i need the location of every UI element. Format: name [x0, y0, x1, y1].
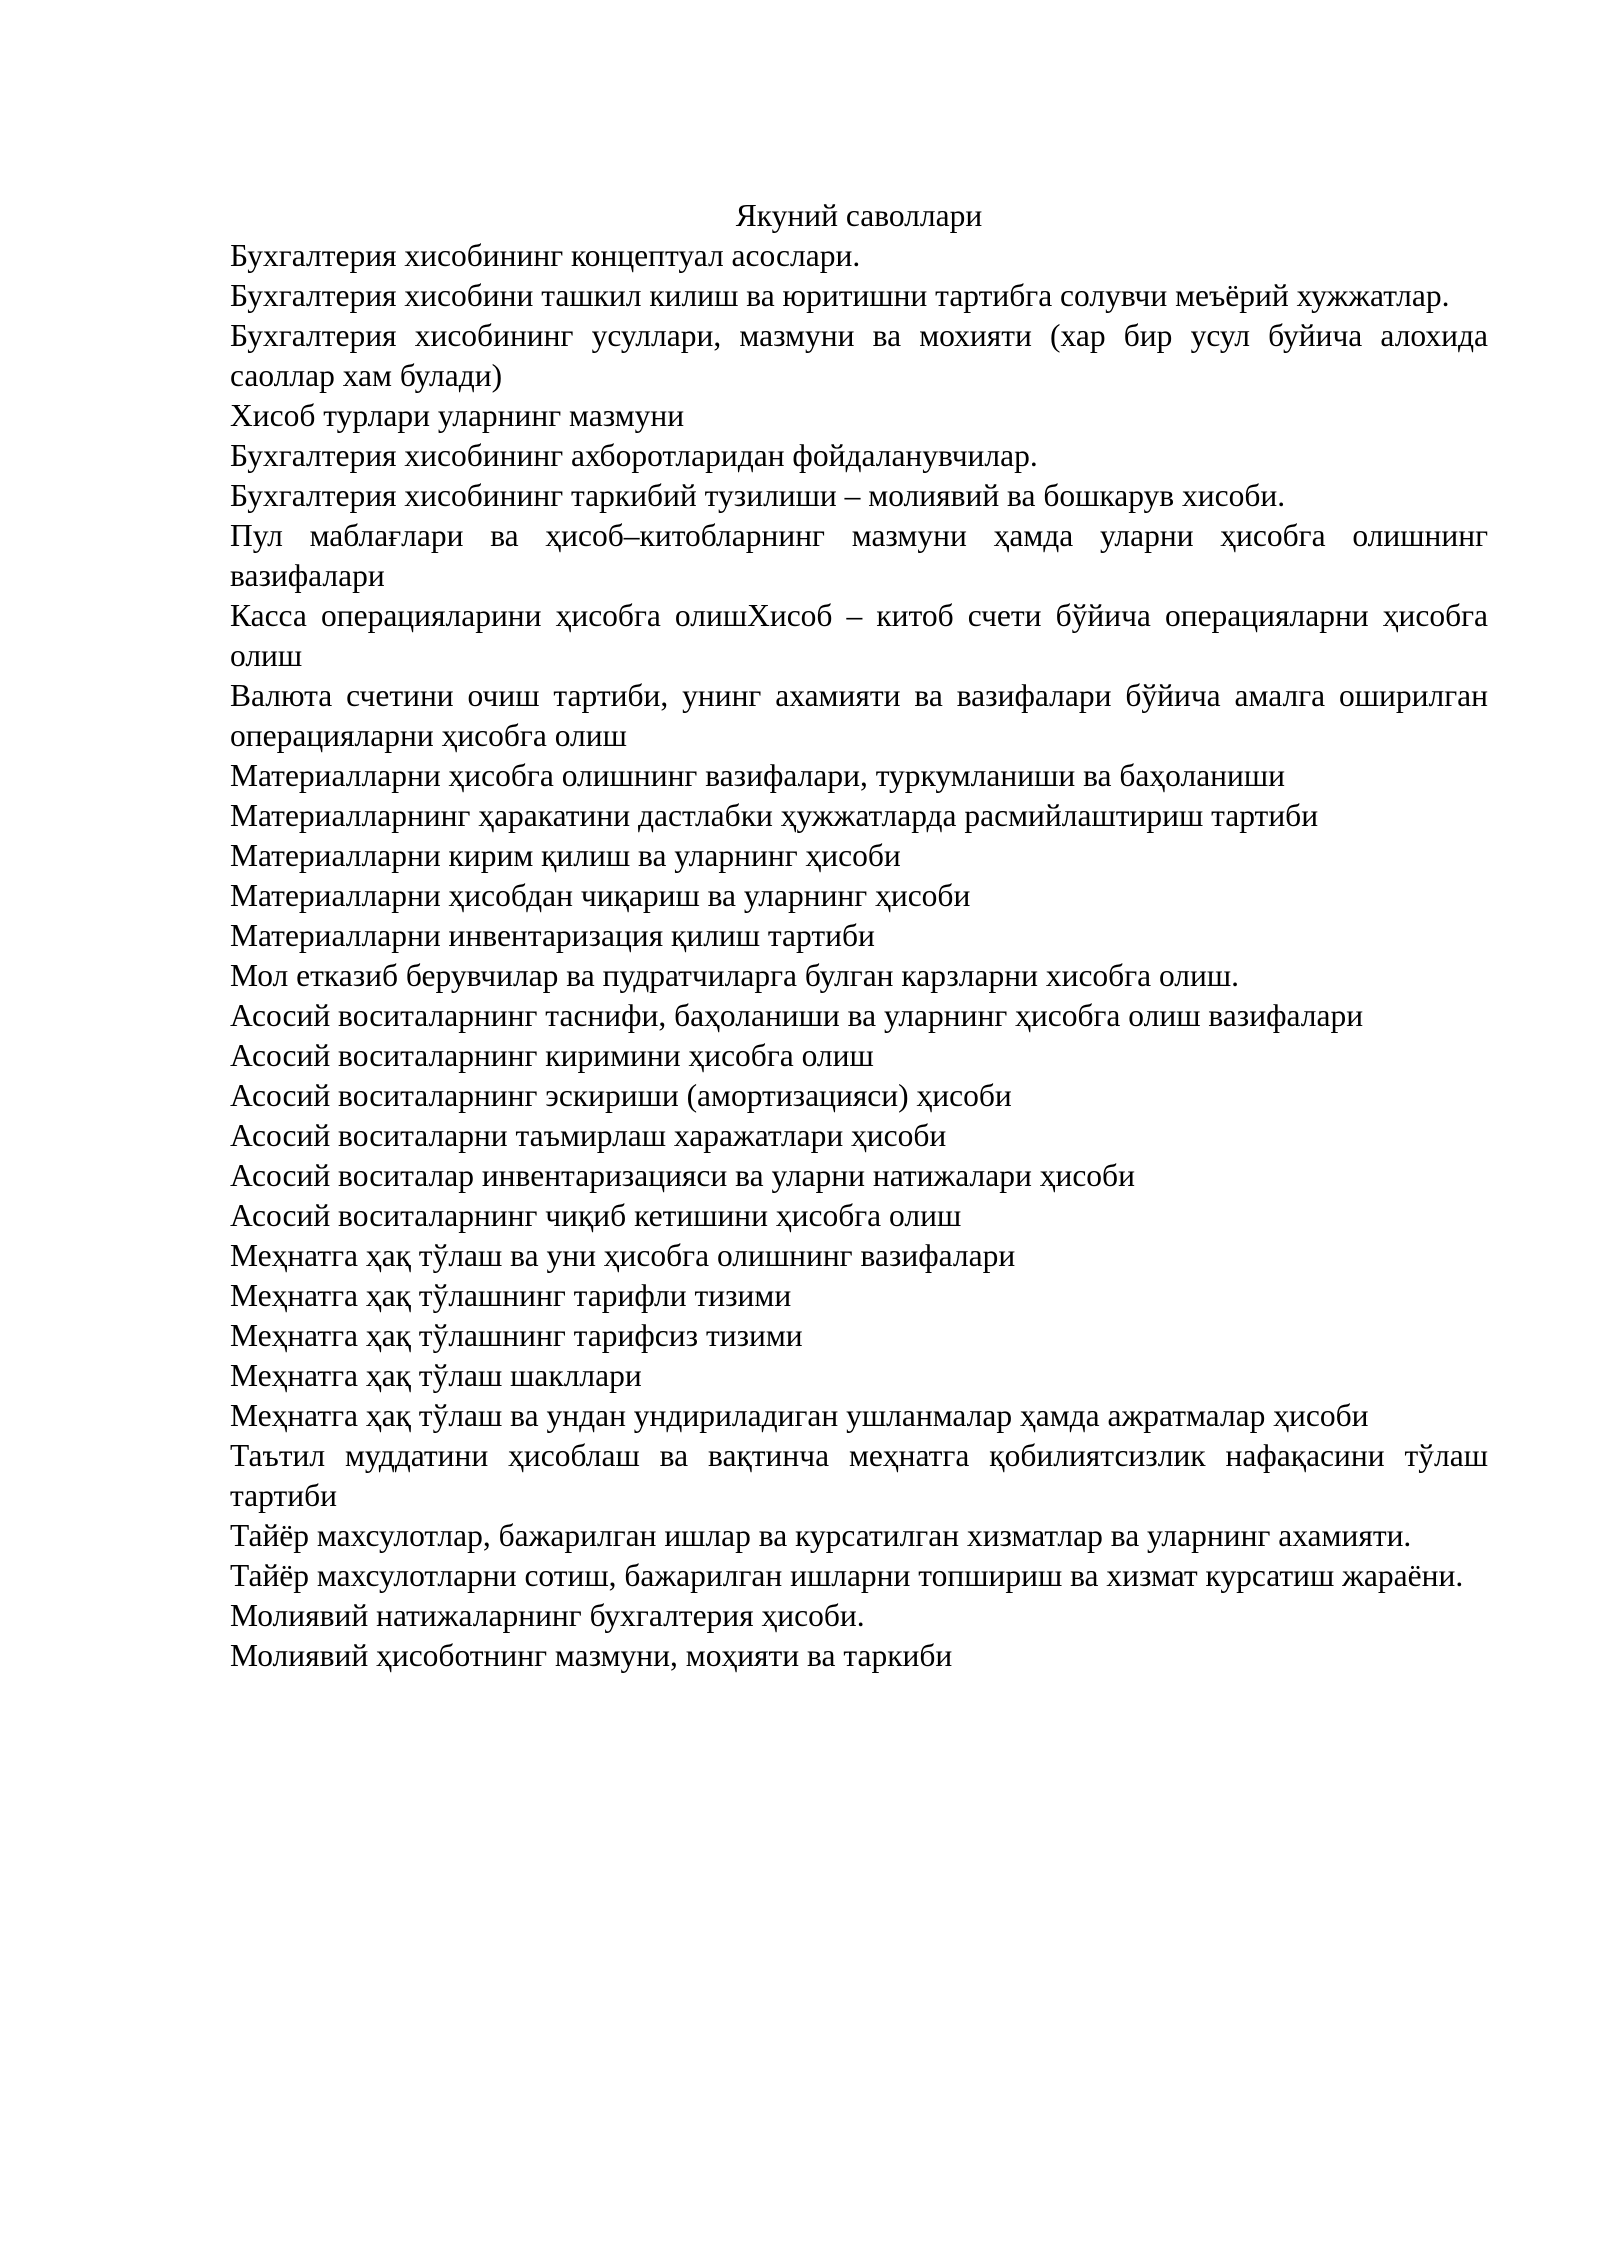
- question-item: Молиявий ҳисоботнинг мазмуни, моҳияти ва таркиби: [230, 1638, 953, 1673]
- question-item: Меҳнатга ҳақ тўлашнинг тарифли тизими: [230, 1278, 792, 1313]
- question-item: Асосий воситаларнинг таснифи, баҳоланиши ва уларнинг ҳисобга олиш вазифалари: [230, 998, 1364, 1033]
- page-title: Якуний саволлари: [735, 198, 983, 233]
- question-item: Асосий воситаларни таъмирлаш харажатлари ҳисоби: [230, 1118, 947, 1153]
- question-item: Асосий воситаларнинг чиқиб кетишини ҳисобга олиш: [230, 1198, 962, 1233]
- question-item: Асосий воситаларнинг киримини ҳисобга олиш: [230, 1038, 874, 1073]
- question-item: Тайёр махсулотлар, бажарилган ишлар ва курсатилган хизматлар ва уларнинг ахамияти.: [230, 1518, 1412, 1553]
- question-item: Бухгалтерия хисобининг усуллари, мазмуни ва мохияти (хар бир усул буйича алохида саоллар хам булади): [230, 318, 1488, 393]
- question-item: Бухгалтерия хисобининг ахборотларидан фойдаланувчилар.: [230, 438, 1038, 473]
- question-list: [230, 236, 1488, 1676]
- question-item: Бухгалтерия хисобини ташкил килиш ва юритишни тартибга солувчи меъёрий хужжатлар.: [230, 278, 1450, 313]
- question-item: Материалларни инвентаризация қилиш тартиби: [230, 918, 875, 953]
- question-item: Касса операцияларини ҳисобга олишХисоб – китоб счети бўйича операцияларни ҳисобга олиш: [230, 598, 1488, 673]
- question-item: Асосий воситалар инвентаризацияси ва уларни натижалари ҳисоби: [230, 1158, 1135, 1193]
- question-item: Тайёр махсулотларни сотиш, бажарилган ишларни топшириш ва хизмат курсатиш жараёни.: [230, 1558, 1464, 1593]
- question-item: Валюта счетини очиш тартиби, унинг ахамияти ва вазифалари бўйича амалга оширилган операцияларни ҳисобга олиш: [230, 678, 1488, 753]
- question-item: Бухгалтерия хисобининг концептуал асослари.: [230, 238, 861, 273]
- question-item: Асосий воситаларнинг эскириши (амортизацияси) ҳисоби: [230, 1078, 1012, 1113]
- question-item: Меҳнатга ҳақ тўлаш шакллари: [230, 1358, 642, 1393]
- question-item: Материалларнинг ҳаракатини дастлабки ҳужжатларда расмийлаштириш тартиби: [230, 798, 1319, 833]
- question-item: Материалларни ҳисобдан чиқариш ва уларнинг ҳисоби: [230, 878, 971, 913]
- question-item: Таътил муддатини ҳисоблаш ва вақтинча меҳнатга қобилиятсизлик нафақасини тўлаш тартиби: [230, 1438, 1488, 1513]
- question-item: Молиявий натижаларнинг бухгалтерия ҳисоби.: [230, 1598, 865, 1633]
- document-body: [230, 196, 1488, 1676]
- question-item: Хисоб турлари уларнинг мазмуни: [230, 398, 685, 433]
- question-item: Мол етказиб берувчилар ва пудратчиларга булган карзларни хисобга олиш.: [230, 958, 1240, 993]
- question-item: Меҳнатга ҳақ тўлаш ва уни ҳисобга олишнинг вазифалари: [230, 1238, 1016, 1273]
- question-item: Пул маблағлари ва ҳисоб–китобларнинг мазмуни ҳамда уларни ҳисобга олишнинг вазифалари: [230, 518, 1488, 593]
- question-item: Материалларни ҳисобга олишнинг вазифалари, туркумланиши ва баҳоланиши: [230, 758, 1286, 793]
- question-item: Меҳнатга ҳақ тўлаш ва ундан ундириладиган ушланмалар ҳамда ажратмалар ҳисоби: [230, 1398, 1369, 1433]
- question-item: Меҳнатга ҳақ тўлашнинг тарифсиз тизими: [230, 1318, 803, 1353]
- question-item: Бухгалтерия хисобининг таркибий тузилиши – молиявий ва бошкарув хисоби.: [230, 478, 1286, 513]
- question-item: Материалларни кирим қилиш ва уларнинг ҳисоби: [230, 838, 901, 873]
